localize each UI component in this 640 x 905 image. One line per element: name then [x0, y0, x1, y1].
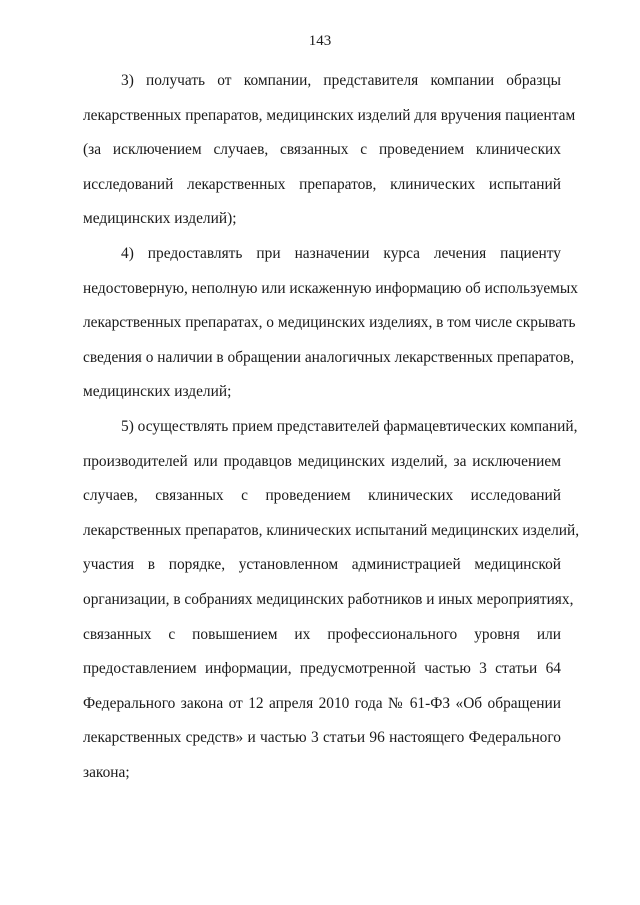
paragraph-5-line: закона;	[83, 763, 130, 781]
paragraph-5-line: случаев, связанных с проведением клинических исследований	[83, 487, 561, 505]
paragraph-5-line: 5) осуществлять прием представителей фармацевтических компаний,	[121, 417, 578, 435]
paragraph-4-line: лекарственных препаратах, о медицинских изделиях, в том числе скрывать	[83, 314, 576, 332]
paragraph-3-line: 3) получать от компании, представителя компании образцы	[121, 72, 561, 89]
paragraph-4-line: 4) предоставлять при назначении курса лечения пациенту	[121, 244, 561, 262]
paragraph-5-line: предоставлением информации, предусмотренной частью 3 статьи 64	[83, 660, 561, 678]
paragraph-3-line: (за исключением случаев, связанных с проведением клинических	[83, 141, 561, 159]
page-number: 143	[308, 33, 332, 49]
paragraph-5-line: связанных с повышением их профессионального уровня или	[83, 625, 561, 643]
paragraph-4-line: недостоверную, неполную или искаженную информацию об используемых	[83, 279, 578, 297]
paragraph-5-line: производителей или продавцов медицинских изделий, за исключением	[83, 452, 561, 470]
paragraph-3-line: медицинских изделий);	[83, 210, 237, 228]
document-body	[83, 64, 580, 790]
paragraph-5-line: участия в порядке, установленном администрацией медицинской	[83, 556, 561, 574]
paragraph-5-line: лекарственных средств» и частью 3 статьи 96 настоящего Федерального	[83, 729, 561, 747]
paragraph-4-line: сведения о наличии в обращении аналогичных лекарственных препаратов,	[83, 348, 575, 366]
paragraph-5-line: организации, в собраниях медицинских работников и иных мероприятиях,	[83, 590, 574, 608]
paragraph-3-line: исследований лекарственных препаратов, клинических испытаний	[83, 175, 561, 193]
paragraph-4-line: медицинских изделий;	[83, 383, 232, 401]
paragraph-3-line: лекарственных препаратов, медицинских изделий для вручения пациентам	[83, 106, 576, 124]
paragraph-5-line: лекарственных препаратов, клинических испытаний медицинских изделий,	[83, 521, 580, 539]
paragraph-5-line: Федерального закона от 12 апреля 2010 года № 61-ФЗ «Об обращении	[83, 694, 561, 712]
